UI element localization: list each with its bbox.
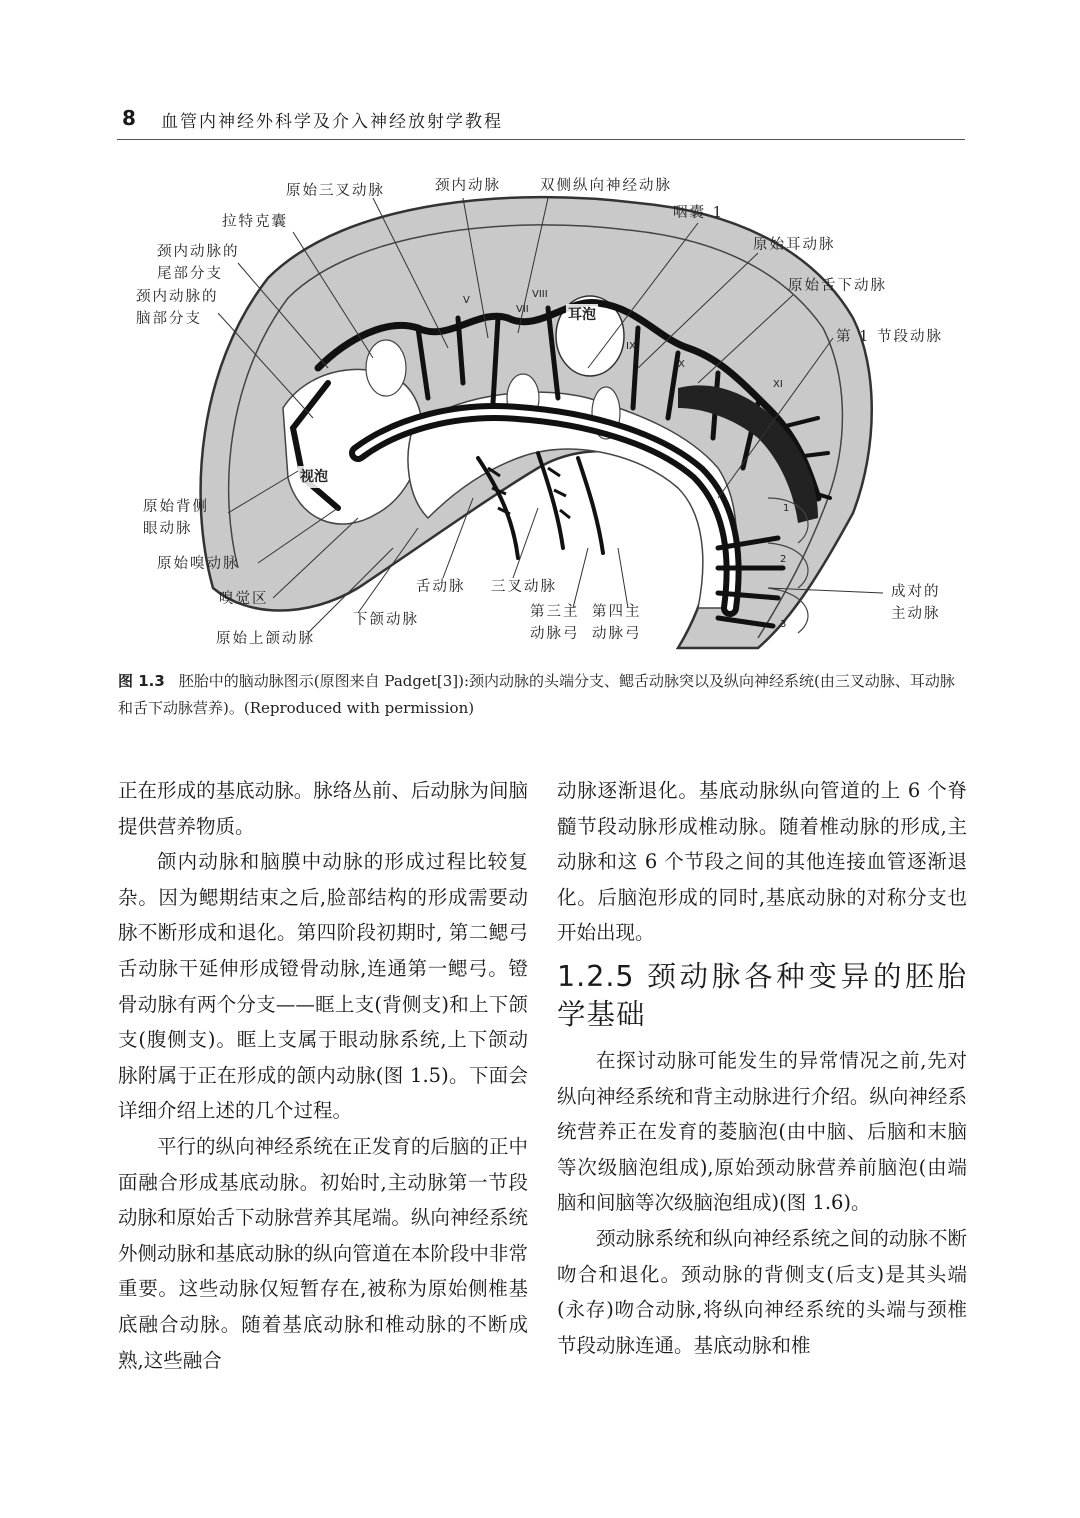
label-roman-ix: IX	[626, 341, 636, 352]
label-primitive-maxillary: 原始上颌动脉	[216, 631, 315, 647]
label-olfactory-artery: 原始嗅动脉	[157, 556, 240, 572]
label-paired-aorta: 成对的 主动脉	[891, 584, 941, 622]
paragraph: 平行的纵向神经系统在正发育的后脑的正中面融合形成基底动脉。初始时,主动脉第一节段动脉和原始舌下动脉营养其尾端。纵向神经系统外侧动脉和基底动脉的纵向管道在本阶段中非常重要。这些动脉仅短暂存在,被称为原始侧椎基底融合动脉。随着基底动脉和椎动脉的不断成熟,这些融合	[118, 1134, 528, 1372]
label-primitive-trigeminal: 原始三叉动脉	[286, 183, 385, 199]
label-rathke-pouch: 拉特克囊	[222, 214, 288, 230]
left-column	[118, 773, 528, 1378]
label-otic-vesicle: 耳泡	[566, 304, 598, 326]
paragraph: 颌内动脉和脑膜中动脉的形成过程比较复杂。因为鳃期结束之后,脸部结构的形成需要动脉不断形成和退化。第四阶段初期时, 第二鳃弓舌动脉干延伸形成镫骨动脉,连通第一鳃弓。镫骨动脉有两个分支——眶上支(背侧支)和上下颌支(腹侧支)。眶上支属于眼动脉系统,上下颌动脉附属于正在形成的颌内动脉(图 1.5)。下面会详细介绍上述的几个过程。	[118, 850, 528, 1123]
paragraph: 动脉逐渐退化。基底动脉纵向管道的上 6 个脊髓节段动脉形成椎动脉。随着椎动脉的形成,主动脉和这 6 个节段之间的其他连接血管逐渐退化。后脑泡形成的同时,基底动脉的对称分支也开始出现。	[557, 779, 967, 945]
label-dorsal-ophthalmic: 原始背侧 眼动脉	[143, 499, 209, 537]
label-ica-caudal-branch: 颈内动脉的 尾部分支	[157, 244, 240, 282]
label-roman-x: X	[678, 359, 685, 370]
running-header	[117, 104, 965, 140]
label-pharyngeal-pouch: 咽囊 1	[673, 205, 724, 221]
label-segment-3: 3	[780, 619, 787, 630]
caption-number: 图 1.3	[118, 672, 165, 690]
paragraph: 正在形成的基底动脉。脉络丛前、后动脉为间脑提供营养物质。	[118, 779, 528, 838]
label-roman-vii: VII	[516, 304, 529, 315]
label-ica-cranial-branch: 颈内动脉的 脑部分支	[136, 289, 219, 327]
right-column	[557, 773, 967, 1363]
paragraph: 颈动脉系统和纵向神经系统之间的动脉不断吻合和退化。颈动脉的背侧支(后支)是其头端(永存)吻合动脉,将纵向神经系统的头端与颈椎节段动脉连通。基底动脉和椎	[557, 1226, 967, 1357]
section-heading: 1.2.5 颈动脉各种变异的胚胎学基础	[557, 959, 967, 1031]
label-mandibular: 下颌动脉	[353, 612, 419, 628]
label-primitive-hypoglossal: 原始舌下动脉	[788, 278, 887, 294]
label-bilateral-longitudinal: 双侧纵向神经动脉	[540, 178, 672, 194]
label-segment-2: 2	[780, 554, 787, 565]
label-roman-v: V	[463, 295, 470, 306]
book-title: 血管内神经外科学及介入神经放射学教程	[161, 112, 503, 132]
label-internal-carotid: 颈内动脉	[435, 178, 501, 194]
label-third-arch: 第三主 动脉弓	[530, 604, 580, 642]
figure-caption	[118, 668, 966, 722]
label-roman-viii: VIII	[532, 289, 548, 300]
label-roman-xii: XII	[776, 442, 789, 453]
label-lingual: 舌动脉	[416, 579, 466, 595]
label-fourth-arch: 第四主 动脉弓	[592, 604, 642, 642]
label-segment-1: 1	[783, 503, 790, 514]
figure-embryo-arteries	[118, 168, 966, 660]
page-number: 8	[122, 106, 136, 130]
caption-text: 胚胎中的脑动脉图示(原图来自 Padget[3]):颈内动脉的头端分支、鳃舌动脉突以及纵向神经系统(由三叉动脉、耳动脉和舌下动脉营养)。(Reproduced with permission)	[118, 672, 955, 717]
header-rule	[117, 139, 965, 140]
paragraph: 在探讨动脉可能发生的异常情况之前,先对纵向神经系统和背主动脉进行介绍。纵向神经系统营养正在发育的菱脑泡(由中脑、后脑和末脑等次级脑泡组成),原始颈动脉营养前脑泡(由端脑和间脑等次级脑泡组成)(图 1.6)。	[557, 1048, 967, 1215]
label-olfactory-area: 嗅觉区	[219, 591, 269, 607]
label-optic-vesicle: 视泡	[298, 466, 330, 488]
label-first-segmental: 第 1 节段动脉	[836, 329, 943, 345]
label-trigeminal: 三叉动脉	[491, 579, 557, 595]
label-roman-xi: XI	[773, 379, 783, 390]
label-primitive-otic: 原始耳动脉	[753, 237, 836, 253]
